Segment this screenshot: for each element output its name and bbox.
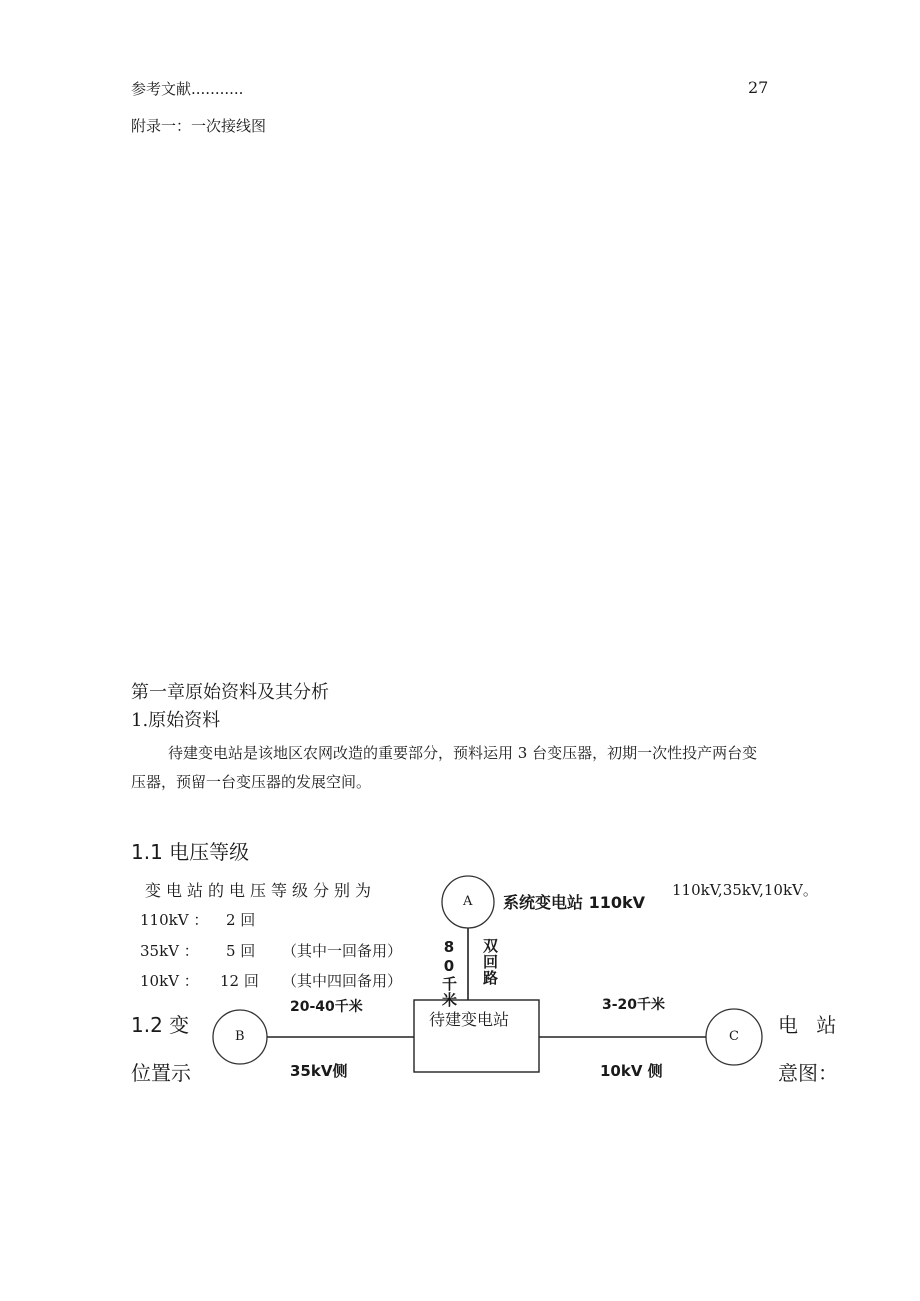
voltage-intro: 变电站的电压等级分别为 <box>145 881 377 900</box>
voltage-row-level: 10kV ： <box>140 972 199 990</box>
double-circuit-label: 双回路 <box>481 938 499 986</box>
voltage-heading: 1.1 电压等级 <box>131 840 250 864</box>
toc-entry-page: 27 <box>748 78 769 97</box>
voltage-row-count: 2 回 <box>226 911 256 929</box>
side-c-label: 10kV 侧 <box>600 1062 663 1080</box>
system-station-label: 系统变电站 110kV <box>503 893 645 912</box>
node-a-label: A <box>463 894 473 909</box>
node-b-label: B <box>235 1029 245 1044</box>
voltage-row-level: 35kV ： <box>140 942 199 960</box>
location-heading-part2: 位置示 <box>131 1061 191 1085</box>
voltage-row-level: 110kV ： <box>140 911 209 929</box>
voltage-row-count: 12 回 <box>220 972 259 990</box>
location-heading-part4: 意图： <box>778 1061 838 1085</box>
distance-c-label: 3-20千米 <box>602 997 666 1013</box>
voltage-row-note: （其中四回备用） <box>282 972 403 990</box>
toc-appendix: 附录一：一次接线图 <box>131 117 267 135</box>
distance-a-label: 80千米 <box>440 938 458 1008</box>
voltage-row-note: （其中一回备用） <box>282 942 403 960</box>
side-b-label: 35kV侧 <box>290 1062 348 1080</box>
center-station-label: 待建变电站 <box>429 1010 510 1029</box>
location-heading-part1: 1.2 变 <box>131 1013 190 1037</box>
voltage-levels-summary: 110kV,35kV,10kV。 <box>672 881 818 899</box>
voltage-row-count: 5 回 <box>226 942 256 960</box>
toc-entry-label: 参考文献........... <box>131 80 244 98</box>
distance-b-label: 20-40千米 <box>290 999 363 1015</box>
node-c-label: C <box>729 1029 739 1044</box>
chapter-title: 第一章原始资料及其分析 <box>131 682 329 703</box>
location-heading-part3: 电 站 <box>778 1013 843 1037</box>
section-title: 1.原始资料 <box>131 710 221 731</box>
paragraph-line-2: 压器，预留一台变压器的发展空间。 <box>131 773 372 791</box>
paragraph-line-1: 待建变电站是该地区农网改造的重要部分，预料运用 3 台变压器，初期一次性投产两台变 <box>168 744 758 762</box>
